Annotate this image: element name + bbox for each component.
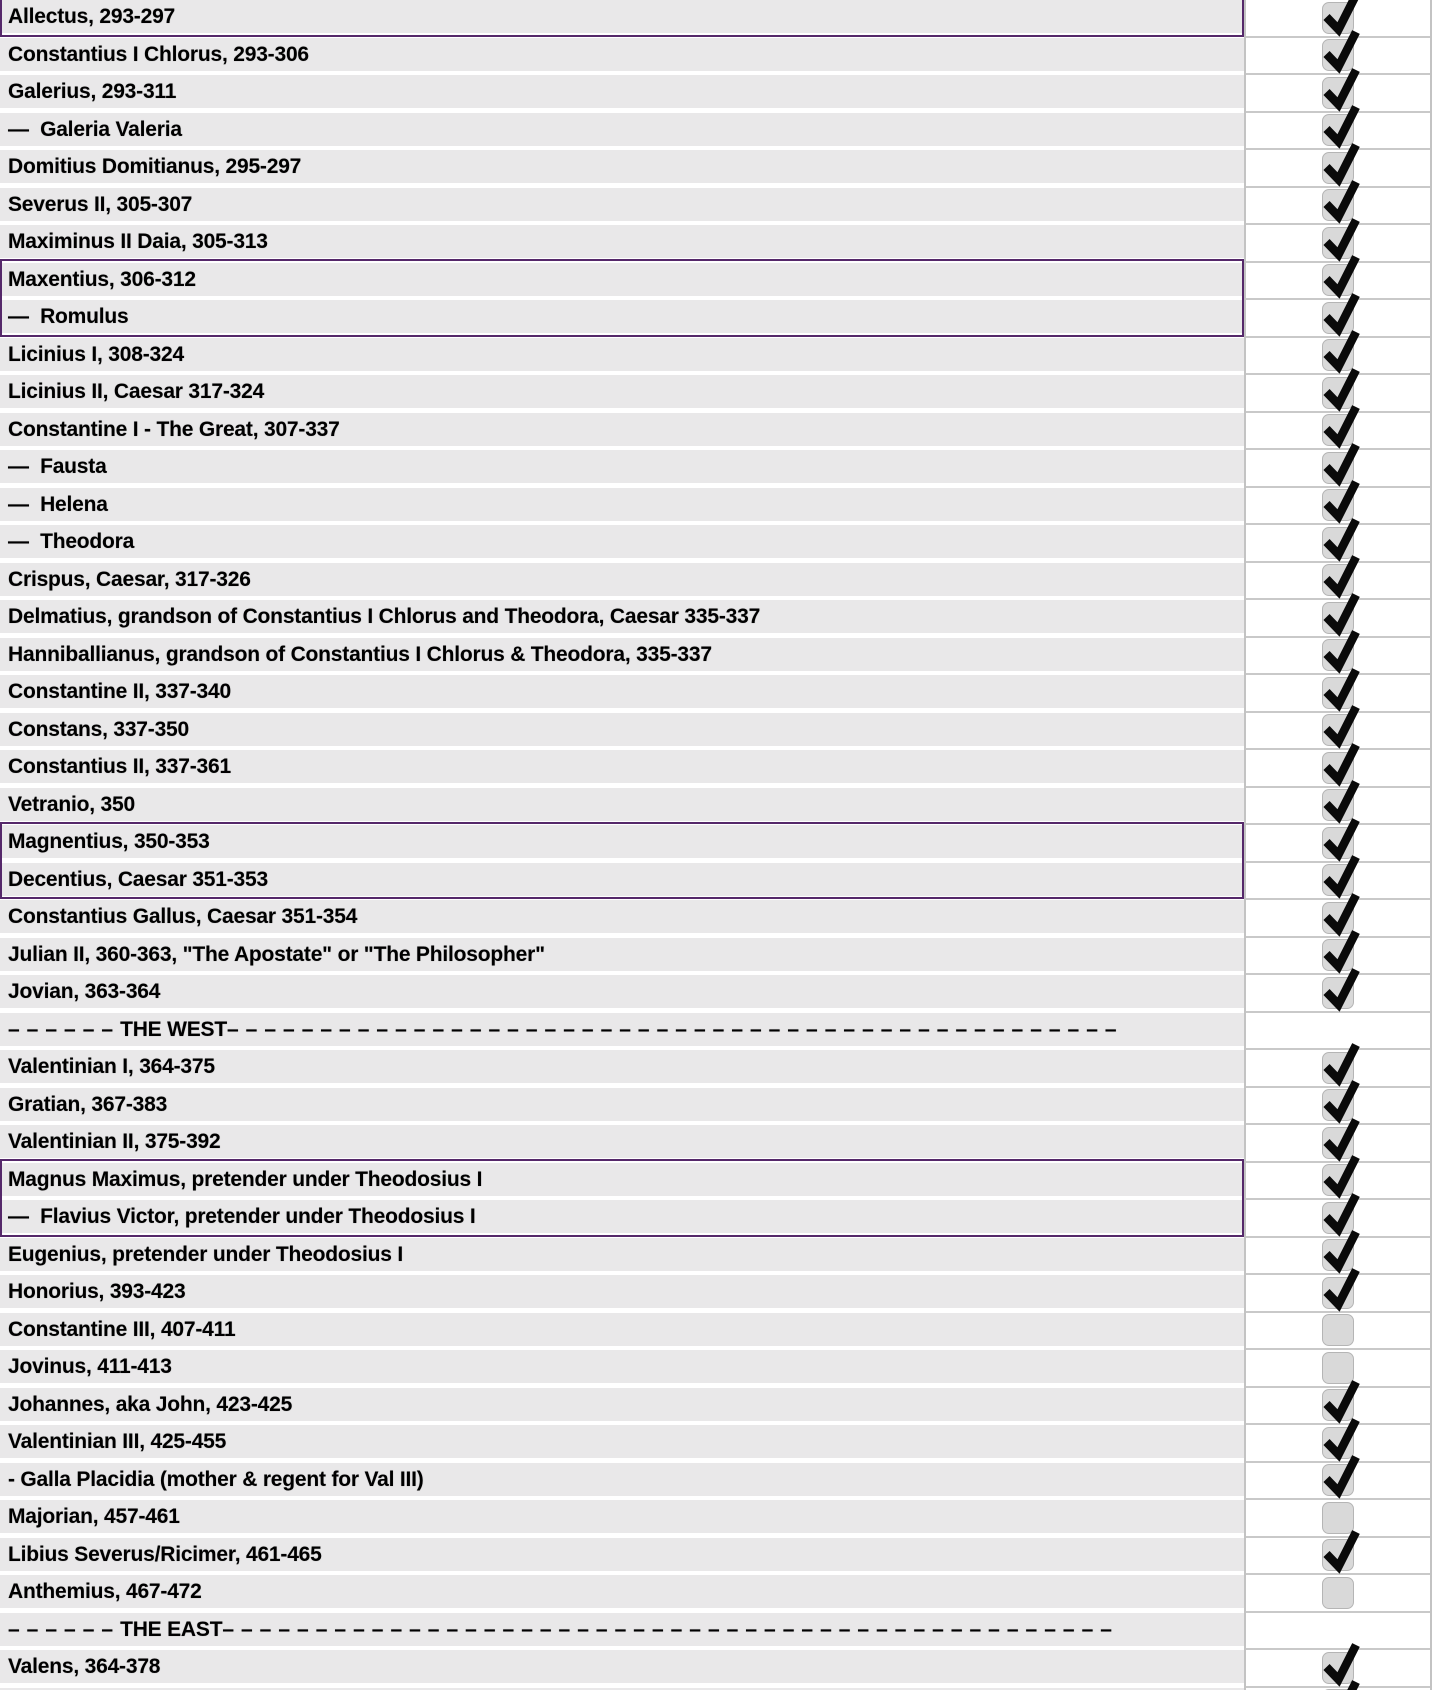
row-check-cell — [1246, 600, 1430, 638]
row-check-cell — [1246, 375, 1430, 413]
checkbox-checked[interactable] — [1322, 714, 1354, 746]
checkbox-checked[interactable] — [1322, 302, 1354, 334]
row-name-cell[interactable]: — Flavius Victor, pretender under Theodosius I — [0, 1200, 1244, 1233]
row-name-cell[interactable]: Constantius Gallus, Caesar 351-354 — [0, 900, 1244, 933]
row-name-cell[interactable]: Crispus, Caesar, 317-326 — [0, 563, 1244, 596]
checkbox-checked[interactable] — [1322, 639, 1354, 671]
row-check-cell — [1246, 1575, 1430, 1613]
checkbox-checked[interactable] — [1322, 114, 1354, 146]
check-icon — [1323, 40, 1355, 72]
checkbox-checked[interactable] — [1322, 339, 1354, 371]
row-name-cell[interactable]: — Fausta — [0, 450, 1244, 483]
checkbox-unchecked[interactable] — [1322, 1352, 1354, 1384]
checkbox-checked[interactable] — [1322, 1539, 1354, 1571]
checkbox-checked[interactable] — [1322, 1427, 1354, 1459]
row-name-cell[interactable]: Licinius I, 308-324 — [0, 338, 1244, 371]
row-name-cell[interactable]: — Romulus — [0, 300, 1244, 333]
check-icon — [1323, 1053, 1355, 1085]
check-icon — [1323, 378, 1355, 410]
check-icon — [1323, 715, 1355, 747]
check-icon — [1323, 115, 1355, 147]
checkbox-checked[interactable] — [1322, 1164, 1354, 1196]
row-check-cell — [1246, 788, 1430, 826]
row-name-cell[interactable]: — Helena — [0, 488, 1244, 521]
check-icon — [1323, 1428, 1355, 1460]
row-name-cell[interactable]: Maximinus II Daia, 305-313 — [0, 225, 1244, 258]
row-check-cell — [1246, 938, 1430, 976]
check-icon — [1323, 1128, 1355, 1160]
row-check-cell — [1246, 825, 1430, 863]
check-icon — [1323, 3, 1355, 35]
row-name-cell[interactable]: Julian II, 360-363, "The Apostate" or "The Philosopher" — [0, 938, 1244, 971]
row-name-cell[interactable]: Delmatius, grandson of Constantius I Chlorus and Theodora, Caesar 335-337 — [0, 600, 1244, 633]
check-icon — [1323, 228, 1355, 260]
row-check-cell — [1246, 113, 1430, 151]
row-check-cell — [1246, 0, 1430, 38]
check-icon — [1323, 340, 1355, 372]
row-check-cell — [1246, 863, 1430, 901]
row-check-cell — [1246, 1013, 1430, 1051]
row-check-cell — [1246, 713, 1430, 751]
checkbox-checked[interactable] — [1322, 977, 1354, 1009]
checkbox-checked[interactable] — [1322, 189, 1354, 221]
row-check-cell — [1246, 450, 1430, 488]
row-check-cell — [1246, 900, 1430, 938]
row-name-cell[interactable]: Valentinian III, 425-455 — [0, 1425, 1244, 1458]
checkbox-checked[interactable] — [1322, 452, 1354, 484]
check-icon — [1323, 153, 1355, 185]
checkbox-checked[interactable] — [1322, 264, 1354, 296]
row-check-cell — [1246, 263, 1430, 301]
check-icon — [1323, 640, 1355, 672]
divider-dashes-left: –––––– — [8, 1617, 121, 1641]
checkbox-checked[interactable] — [1322, 602, 1354, 634]
row-name-cell[interactable]: Eugenius, pretender under Theodosius I — [0, 1238, 1244, 1271]
row-name-cell[interactable]: Constans, 337-350 — [0, 713, 1244, 746]
row-check-cell — [1246, 638, 1430, 676]
row-name-cell[interactable]: — Galeria Valeria — [0, 113, 1244, 146]
row-name-cell[interactable]: Licinius II, Caesar 317-324 — [0, 375, 1244, 408]
checkbox-checked[interactable] — [1322, 1652, 1354, 1684]
checkbox-checked[interactable] — [1322, 1464, 1354, 1496]
checkbox-checked[interactable] — [1322, 77, 1354, 109]
check-icon — [1323, 603, 1355, 635]
row-check-cell — [1246, 1463, 1430, 1501]
row-check-cell — [1246, 413, 1430, 451]
highlight-group — [0, 0, 1244, 33]
row-check-cell — [1246, 1050, 1430, 1088]
row-check-cell — [1246, 1200, 1430, 1238]
checkbox-checked[interactable] — [1322, 1052, 1354, 1084]
row-check-cell — [1246, 1538, 1430, 1576]
divider-dashes-right: –––––––––––––––––––––––––––––––––––––––––––––––– — [226, 1017, 1124, 1041]
checkbox-unchecked[interactable] — [1322, 1314, 1354, 1346]
check-icon — [1323, 865, 1355, 897]
check-icon — [1323, 828, 1355, 860]
check-icon — [1323, 1465, 1355, 1497]
check-icon — [1323, 940, 1355, 972]
row-check-cell — [1246, 1313, 1430, 1351]
row-name-cell[interactable]: Domitius Domitianus, 295-297 — [0, 150, 1244, 183]
row-name-cell[interactable]: Libius Severus/Ricimer, 461-465 — [0, 1538, 1244, 1571]
section-divider — [0, 1613, 1244, 1646]
checkbox-checked[interactable] — [1322, 902, 1354, 934]
section-divider — [0, 1013, 1244, 1046]
check-icon — [1323, 978, 1355, 1010]
check-icon — [1323, 1090, 1355, 1122]
row-name-cell[interactable]: Gratian, 367-383 — [0, 1088, 1244, 1121]
checkbox-checked[interactable] — [1322, 527, 1354, 559]
row-name-cell[interactable]: Constantius II, 337-361 — [0, 750, 1244, 783]
checkbox-checked[interactable] — [1322, 1239, 1354, 1271]
divider-dashes-right: –––––––––––––––––––––––––––––––––––––––––––––––– — [222, 1617, 1119, 1641]
row-name-cell[interactable]: - Galla Placidia (mother & regent for Val III) — [0, 1463, 1244, 1496]
row-check-cell — [1246, 1613, 1430, 1651]
row-name-cell[interactable]: — Theodora — [0, 525, 1244, 558]
checkbox-checked[interactable] — [1322, 2, 1354, 34]
checkbox-unchecked[interactable] — [1322, 1577, 1354, 1609]
row-name-cell[interactable]: Constantine I - The Great, 307-337 — [0, 413, 1244, 446]
row-name-cell[interactable]: Constantius I Chlorus, 293-306 — [0, 38, 1244, 71]
checkbox-checked[interactable] — [1322, 827, 1354, 859]
check-icon — [1323, 1540, 1355, 1572]
check-icon — [1323, 565, 1355, 597]
check-icon — [1323, 190, 1355, 222]
row-check-cell — [1246, 1425, 1430, 1463]
checkbox-checked[interactable] — [1322, 227, 1354, 259]
checkbox-checked[interactable] — [1322, 377, 1354, 409]
checkbox-checked[interactable] — [1322, 1089, 1354, 1121]
checkbox-checked[interactable] — [1322, 489, 1354, 521]
checkbox-checked[interactable] — [1322, 1389, 1354, 1421]
row-check-cell — [1246, 1163, 1430, 1201]
check-icon — [1323, 1203, 1355, 1235]
highlight-group — [0, 1163, 1244, 1234]
check-icon — [1323, 528, 1355, 560]
row-name-cell[interactable]: Maxentius, 306-312 — [0, 263, 1244, 296]
divider-label: THE EAST — [120, 1617, 223, 1641]
row-name-cell[interactable]: Majorian, 457-461 — [0, 1500, 1244, 1533]
checkbox-checked[interactable] — [1322, 864, 1354, 896]
check-icon — [1323, 1653, 1355, 1685]
row-check-cell — [1246, 338, 1430, 376]
row-check-cell — [1246, 1275, 1430, 1313]
check-icon — [1323, 1165, 1355, 1197]
checkbox-checked[interactable] — [1322, 939, 1354, 971]
row-check-cell — [1246, 488, 1430, 526]
row-check-cell — [1246, 563, 1430, 601]
row-check-cell — [1246, 75, 1430, 113]
check-icon — [1323, 415, 1355, 447]
checkbox-unchecked[interactable] — [1322, 1502, 1354, 1534]
row-name-cell[interactable]: Valentinian II, 375-392 — [0, 1125, 1244, 1158]
row-name-cell[interactable]: Johannes, aka John, 423-425 — [0, 1388, 1244, 1421]
row-check-cell — [1246, 1650, 1430, 1688]
row-name-cell[interactable]: Valens, 364-378 — [0, 1650, 1244, 1683]
checkbox-checked[interactable] — [1322, 752, 1354, 784]
row-name-cell[interactable]: Constantine II, 337-340 — [0, 675, 1244, 708]
row-name-cell[interactable]: Anthemius, 467-472 — [0, 1575, 1244, 1608]
row-check-cell — [1246, 300, 1430, 338]
row-name-cell[interactable]: Allectus, 293-297 — [0, 0, 1244, 33]
checkbox-checked[interactable] — [1322, 152, 1354, 184]
divider-dashes-left: –––––– — [8, 1017, 121, 1041]
row-check-cell — [1246, 225, 1430, 263]
check-icon — [1323, 903, 1355, 935]
row-name-cell[interactable]: Jovinus, 411-413 — [0, 1350, 1244, 1383]
row-name-cell[interactable]: Valentinian I, 364-375 — [0, 1050, 1244, 1083]
row-name-cell[interactable]: Constantine III, 407-411 — [0, 1313, 1244, 1346]
check-icon — [1323, 453, 1355, 485]
row-check-cell — [1246, 1500, 1430, 1538]
check-icon — [1323, 303, 1355, 335]
row-check-cell — [1246, 975, 1430, 1013]
check-icon — [1323, 490, 1355, 522]
check-icon — [1323, 1240, 1355, 1272]
row-check-cell — [1246, 1350, 1430, 1388]
row-name-cell[interactable]: Honorius, 393-423 — [0, 1275, 1244, 1308]
row-check-cell — [1246, 188, 1430, 226]
row-name-cell[interactable]: Vetranio, 350 — [0, 788, 1244, 821]
highlight-group — [0, 825, 1244, 896]
check-icon — [1323, 265, 1355, 297]
highlight-group — [0, 263, 1244, 334]
row-check-cell — [1246, 675, 1430, 713]
checkbox-checked[interactable] — [1322, 39, 1354, 71]
row-name-cell[interactable]: Decentius, Caesar 351-353 — [0, 863, 1244, 896]
checkbox-checked[interactable] — [1322, 789, 1354, 821]
check-icon — [1323, 78, 1355, 110]
row-check-cell — [1246, 525, 1430, 563]
row-name-cell[interactable]: Jovian, 363-364 — [0, 975, 1244, 1008]
checkbox-checked[interactable] — [1322, 1127, 1354, 1159]
row-name-cell[interactable]: Severus II, 305-307 — [0, 188, 1244, 221]
check-icon — [1323, 678, 1355, 710]
row-name-cell[interactable]: Hanniballianus, grandson of Constantius I Chlorus & Theodora, 335-337 — [0, 638, 1244, 671]
checkbox-checked[interactable] — [1322, 677, 1354, 709]
row-name-cell[interactable]: Galerius, 293-311 — [0, 75, 1244, 108]
row-check-cell — [1246, 1125, 1430, 1163]
checkbox-checked[interactable] — [1322, 564, 1354, 596]
check-icon — [1323, 753, 1355, 785]
row-check-cell — [1246, 150, 1430, 188]
row-check-cell — [1246, 38, 1430, 76]
checks-column — [1244, 0, 1432, 1690]
row-check-cell — [1246, 1388, 1430, 1426]
checkbox-checked[interactable] — [1322, 1202, 1354, 1234]
checkbox-checked[interactable] — [1322, 1277, 1354, 1309]
checkbox-checked[interactable] — [1322, 414, 1354, 446]
divider-label: THE WEST — [120, 1017, 227, 1041]
row-check-cell — [1246, 750, 1430, 788]
check-icon — [1323, 1390, 1355, 1422]
check-icon — [1323, 1278, 1355, 1310]
check-icon — [1323, 790, 1355, 822]
row-check-cell — [1246, 1088, 1430, 1126]
row-name-cell[interactable]: Magnus Maximus, pretender under Theodosius I — [0, 1163, 1244, 1196]
row-name-cell[interactable]: Magnentius, 350-353 — [0, 825, 1244, 858]
row-check-cell — [1246, 1238, 1430, 1276]
